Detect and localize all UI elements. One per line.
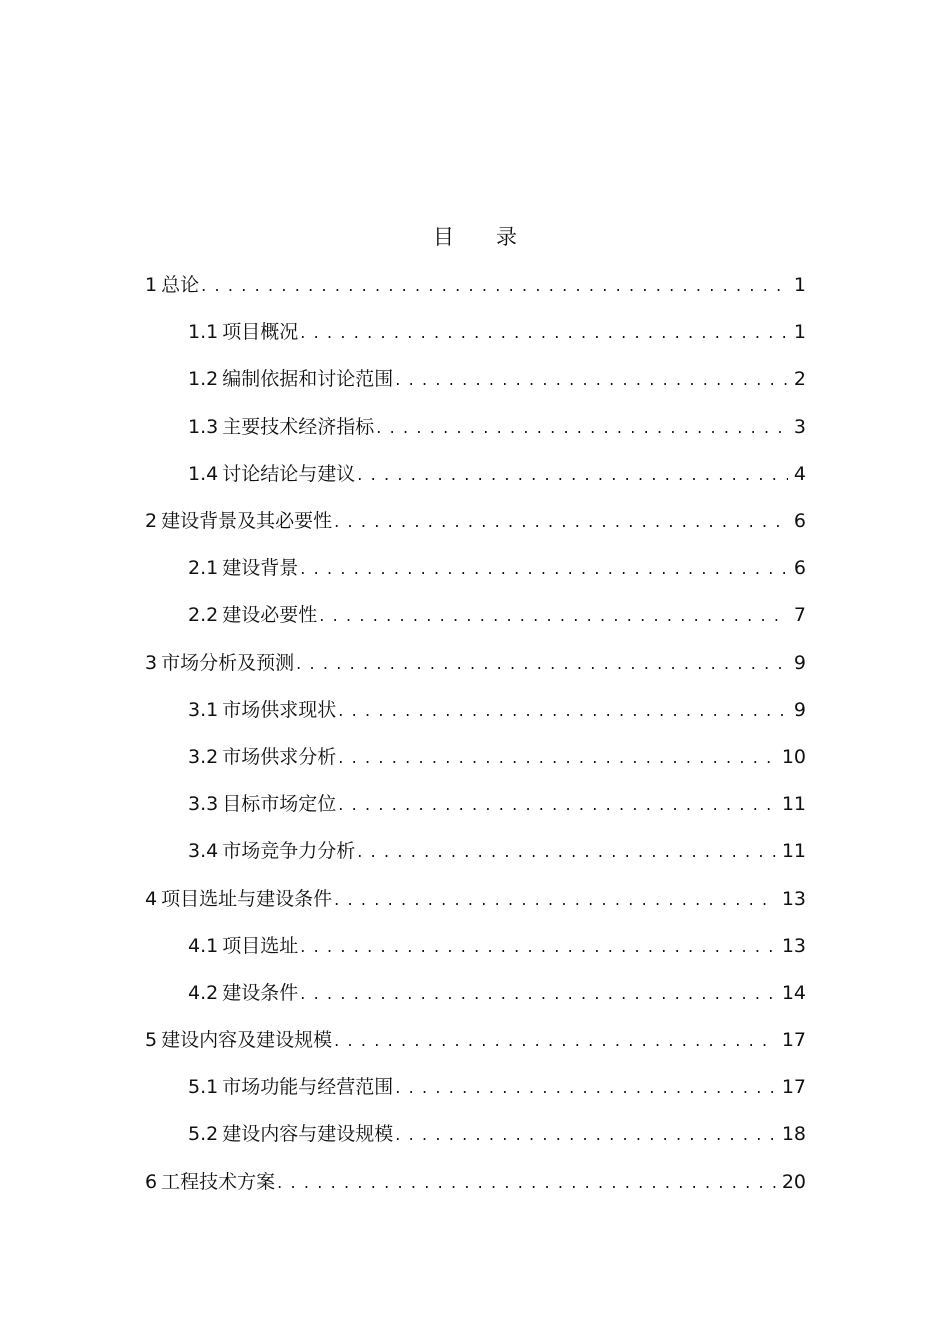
- toc-entry-4-2[interactable]: [188, 970, 806, 1017]
- toc-entry-page: 1: [793, 274, 806, 297]
- toc-entry-title: 总论: [161, 274, 200, 297]
- toc-entry-3-4[interactable]: [188, 828, 806, 875]
- toc-entry-1-4[interactable]: [188, 451, 806, 498]
- toc-entry-number: 3.3: [188, 793, 219, 816]
- toc-entry-title: 建设必要性: [222, 604, 318, 627]
- toc-entry-title: 市场竞争力分析: [222, 840, 356, 863]
- toc-entry-page: 13: [781, 934, 806, 957]
- toc-entry-title: 市场供求现状: [222, 698, 337, 721]
- toc-entry-2-2[interactable]: [188, 592, 806, 639]
- toc-entry-1-1[interactable]: [188, 309, 806, 356]
- toc-entry-number: 6: [145, 1170, 158, 1193]
- toc-dot-leader: [357, 451, 788, 498]
- toc-dot-leader: [334, 498, 788, 545]
- toc-dot-leader: [395, 356, 788, 403]
- toc-entry-title: 建设背景: [222, 557, 299, 580]
- toc-entry-title: 市场分析及预测: [161, 651, 295, 674]
- toc-dot-leader: [338, 781, 776, 828]
- toc-entry-number: 1.2: [188, 368, 219, 391]
- toc-entry-number: 3: [145, 651, 158, 674]
- toc-entry-title: 建设条件: [222, 981, 299, 1004]
- toc-dot-leader: [300, 309, 788, 356]
- toc-dot-leader: [300, 923, 776, 970]
- toc-entry-page: 1: [793, 321, 806, 344]
- toc-entry-5[interactable]: [145, 1017, 806, 1064]
- toc-entry-3-3[interactable]: [188, 781, 806, 828]
- toc-entry-number: 1.3: [188, 415, 219, 438]
- toc-entry-number: 5: [145, 1029, 158, 1052]
- toc-dot-leader: [338, 687, 788, 734]
- toc-dot-leader: [334, 1017, 776, 1064]
- toc-dot-leader: [376, 404, 788, 451]
- toc-entry-number: 4: [145, 887, 158, 910]
- toc-entry-3-1[interactable]: [188, 687, 806, 734]
- toc-entry-title: 市场功能与经营范围: [222, 1076, 394, 1099]
- toc-entry-page: 4: [793, 462, 806, 485]
- toc-dot-leader: [357, 828, 776, 875]
- toc-entry-page: 17: [781, 1076, 806, 1099]
- toc-entry-1-3[interactable]: [188, 404, 806, 451]
- toc-title-char-2: 录: [496, 225, 517, 249]
- toc-entry-3[interactable]: [145, 640, 806, 687]
- toc-title: [0, 222, 950, 252]
- toc-entry-title: 工程技术方案: [161, 1170, 276, 1193]
- toc-entry-title: 目标市场定位: [222, 793, 337, 816]
- toc-entry-4-1[interactable]: [188, 923, 806, 970]
- toc-entry-title: 市场供求分析: [222, 745, 337, 768]
- toc-entry-page: 11: [781, 840, 806, 863]
- toc-entry-number: 2: [145, 510, 158, 533]
- toc-entry-6[interactable]: [145, 1159, 806, 1206]
- toc-dot-leader: [319, 592, 788, 639]
- toc-entry-title: 项目选址: [222, 934, 299, 957]
- toc-entry-number: 2.1: [188, 557, 219, 580]
- toc-entry-title: 建设背景及其必要性: [161, 510, 333, 533]
- toc-entry-number: 3.4: [188, 840, 219, 863]
- toc-entry-4[interactable]: [145, 875, 806, 922]
- toc-entry-title: 建设内容及建设规模: [161, 1029, 333, 1052]
- toc-entry-2[interactable]: [145, 498, 806, 545]
- toc-entry-page: 14: [781, 981, 806, 1004]
- toc-entry-number: 5.2: [188, 1123, 219, 1146]
- toc-dot-leader: [296, 640, 788, 687]
- toc-dot-leader: [338, 734, 776, 781]
- toc-entry-2-1[interactable]: [188, 545, 806, 592]
- toc-title-char-1: 目: [433, 225, 454, 249]
- toc-entry-page: 7: [793, 604, 806, 627]
- toc-entry-title: 讨论结论与建议: [222, 462, 356, 485]
- toc-entry-page: 2: [793, 368, 806, 391]
- toc-entry-page: 3: [793, 415, 806, 438]
- toc-entry-number: 1.1: [188, 321, 219, 344]
- toc-dot-leader: [277, 1159, 776, 1206]
- toc-entry-title: 项目概况: [222, 321, 299, 344]
- toc-entry-5-2[interactable]: [188, 1111, 806, 1158]
- toc-entry-page: 17: [781, 1029, 806, 1052]
- toc-entry-page: 6: [793, 510, 806, 533]
- toc-entry-number: 5.1: [188, 1076, 219, 1099]
- toc-entry-page: 11: [781, 793, 806, 816]
- toc-dot-leader: [300, 545, 788, 592]
- toc-entry-5-1[interactable]: [188, 1064, 806, 1111]
- toc-dot-leader: [201, 262, 788, 309]
- toc-entry-number: 4.1: [188, 934, 219, 957]
- toc-entry-title: 编制依据和讨论范围: [222, 368, 394, 391]
- toc-dot-leader: [334, 876, 776, 923]
- toc-entry-title: 主要技术经济指标: [222, 415, 375, 438]
- toc-dot-leader: [395, 1111, 776, 1158]
- toc-entry-title: 建设内容与建设规模: [222, 1123, 394, 1146]
- toc-entry-1[interactable]: [145, 262, 806, 309]
- toc-dot-leader: [395, 1064, 776, 1111]
- toc-entry-number: 4.2: [188, 981, 219, 1004]
- toc-entry-page: 9: [793, 651, 806, 674]
- toc-entry-page: 9: [793, 698, 806, 721]
- toc-entry-page: 10: [781, 745, 806, 768]
- toc-entry-number: 3.1: [188, 698, 219, 721]
- toc-entry-1-2[interactable]: [188, 356, 806, 403]
- toc-entry-number: 1.4: [188, 462, 219, 485]
- toc-entry-title: 项目选址与建设条件: [161, 887, 333, 910]
- toc-entry-number: 3.2: [188, 745, 219, 768]
- toc-entry-3-2[interactable]: [188, 734, 806, 781]
- toc-entry-page: 18: [781, 1123, 806, 1146]
- toc-entry-number: 2.2: [188, 604, 219, 627]
- toc-list: [0, 262, 950, 1206]
- toc-entry-page: 20: [781, 1170, 806, 1193]
- toc-dot-leader: [300, 970, 776, 1017]
- toc-entry-page: 13: [781, 887, 806, 910]
- toc-entry-page: 6: [793, 557, 806, 580]
- toc-entry-number: 1: [145, 274, 158, 297]
